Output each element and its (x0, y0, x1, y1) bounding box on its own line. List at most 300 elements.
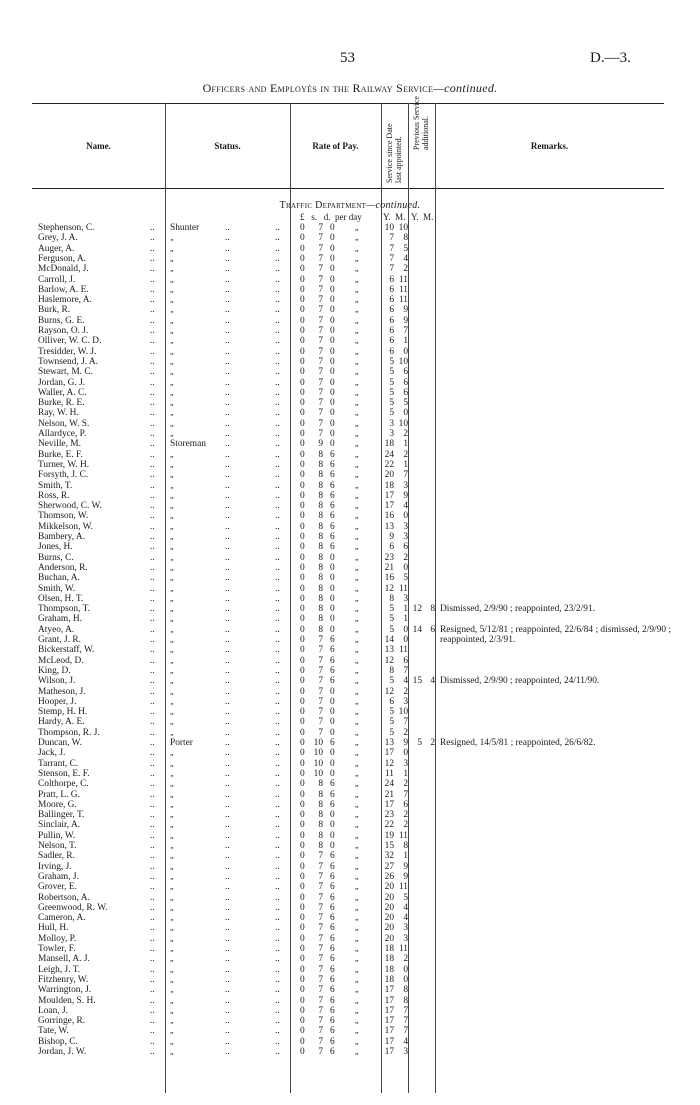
service-months: 3 (403, 758, 408, 769)
pay-period: „ (355, 820, 359, 830)
leader-dots: .. (150, 295, 155, 306)
pay-pence: 6 (330, 470, 335, 481)
pay-shillings: 7 (318, 315, 323, 326)
pay-shillings: 7 (318, 995, 323, 1006)
status-cell: „ (170, 779, 175, 789)
table-row (0, 481, 700, 491)
employee-name: Stephenson, C. (38, 223, 95, 233)
status-cell: „ (170, 1005, 175, 1015)
status-cell: „ (170, 315, 175, 325)
document-reference: D.—3. (590, 50, 631, 66)
pay-period: „ (355, 377, 359, 387)
service-years: 22 (384, 820, 394, 831)
table-row (0, 326, 700, 336)
leader-dots: .. (225, 377, 230, 388)
table-row (0, 604, 700, 614)
pay-pounds: 0 (300, 470, 305, 481)
pay-period: „ (355, 562, 359, 572)
service-months: 9 (403, 861, 408, 872)
pay-pence: 0 (330, 820, 335, 831)
leader-dots: .. (275, 665, 280, 676)
status-cell: „ (170, 429, 175, 438)
leader-dots: .. (275, 336, 280, 347)
employee-name: Nelson, W. S. (38, 418, 90, 429)
table-row (0, 553, 700, 563)
pay-period: „ (355, 902, 359, 912)
service-months: 0 (403, 964, 408, 975)
leader-dots: .. (150, 480, 155, 491)
table-row (0, 378, 700, 388)
employee-name: Atyeo, A. (38, 624, 75, 635)
leader-dots: .. (150, 830, 155, 841)
pay-pence: 0 (330, 583, 335, 594)
table-row (0, 244, 700, 254)
service-years: 8 (389, 665, 394, 676)
employee-name: Grey, J. A. (38, 233, 78, 244)
pay-shillings: 8 (318, 799, 323, 810)
status-cell: „ (170, 367, 175, 377)
status-cell: „ (170, 356, 175, 366)
leader-dots: .. (275, 233, 280, 244)
table-row (0, 285, 700, 295)
leader-dots: .. (225, 676, 230, 687)
pay-pounds: 0 (300, 501, 305, 512)
leader-dots: .. (150, 274, 155, 285)
pay-pounds: 0 (300, 315, 305, 326)
pay-pounds: 0 (300, 449, 305, 460)
employee-name: Ferguson, A. (38, 253, 87, 264)
pay-pence: 6 (330, 902, 335, 913)
service-months: 2 (403, 552, 408, 563)
leader-dots: .. (150, 542, 155, 553)
leader-dots: .. (275, 789, 280, 800)
remark: Resigned, 5/12/81 ; reappointed, 22/6/84 ; dismissed, 2/9/90 ; reappointed, 2/3/91. (440, 624, 671, 645)
service-months: 8 (403, 841, 408, 851)
leader-dots: .. (275, 810, 280, 821)
pay-pounds: 0 (300, 810, 305, 821)
pay-pence: 6 (330, 871, 335, 882)
table-row (0, 439, 700, 449)
employee-name: Thompson, T. (38, 604, 90, 615)
leader-dots: .. (275, 717, 280, 728)
pay-shillings: 7 (318, 1036, 323, 1047)
service-months: 0 (403, 346, 408, 357)
leader-dots: .. (275, 676, 280, 687)
pay-period: „ (355, 367, 359, 377)
previous-years: 12 (412, 604, 422, 615)
leader-dots: .. (150, 264, 155, 275)
leader-dots: .. (225, 799, 230, 810)
pay-pounds: 0 (300, 387, 305, 398)
pay-pence: 6 (330, 501, 335, 512)
status-cell: „ (170, 305, 175, 315)
leader-dots: .. (225, 264, 230, 275)
pay-period: „ (355, 655, 359, 665)
leader-dots: .. (225, 336, 230, 347)
service-months: 3 (403, 923, 408, 934)
service-months: 11 (398, 645, 408, 656)
pay-pence: 0 (330, 841, 335, 851)
employee-name: Mikkelson, W. (38, 521, 93, 532)
table-row (0, 666, 700, 676)
pay-pence: 0 (330, 614, 335, 625)
leader-dots: .. (225, 933, 230, 944)
table-row (0, 347, 700, 357)
pay-pence: 0 (330, 398, 335, 409)
leader-dots: .. (150, 789, 155, 800)
pay-shillings: 8 (318, 501, 323, 512)
pay-pounds: 0 (300, 727, 305, 738)
employee-name: Ray, W. H. (38, 408, 79, 419)
pay-shillings: 7 (318, 253, 323, 264)
pay-shillings: 7 (318, 913, 323, 924)
leader-dots: .. (275, 377, 280, 388)
leader-dots: .. (150, 707, 155, 718)
leader-dots: .. (225, 768, 230, 779)
pay-period: „ (355, 501, 359, 511)
table-row (0, 882, 700, 892)
leader-dots: .. (225, 964, 230, 975)
leader-dots: .. (225, 861, 230, 872)
service-years: 22 (384, 459, 394, 470)
status-cell: „ (170, 387, 175, 397)
employee-name: Hooper, J. (38, 696, 77, 707)
leader-dots: .. (275, 295, 280, 306)
pay-period: „ (355, 748, 359, 758)
leader-dots: .. (225, 882, 230, 893)
pay-pounds: 0 (300, 398, 305, 409)
pay-pounds: 0 (300, 841, 305, 851)
leader-dots: .. (150, 902, 155, 913)
leader-dots: .. (150, 387, 155, 398)
employee-name: Towler, F. (38, 944, 76, 954)
service-years: 21 (384, 789, 394, 800)
employee-name: Tate, W. (38, 1026, 69, 1037)
employee-name: Colthorpe, C. (38, 779, 89, 790)
leader-dots: .. (275, 985, 280, 996)
leader-dots: .. (225, 758, 230, 769)
employee-name: Sherwood, C. W. (38, 501, 102, 512)
employee-name: Matheson, J. (38, 686, 86, 697)
service-months: 3 (403, 480, 408, 491)
service-months: 8 (403, 233, 408, 244)
table-row (0, 965, 700, 975)
table-row (0, 450, 700, 460)
status-cell: „ (170, 532, 175, 541)
status-cell: „ (170, 810, 175, 820)
pay-pence: 0 (330, 233, 335, 244)
service-months: 6 (403, 367, 408, 378)
leader-dots: .. (150, 336, 155, 347)
pay-pounds: 0 (300, 985, 305, 996)
pay-shillings: 8 (318, 779, 323, 790)
employee-name: Smith, T. (38, 480, 73, 491)
pay-shillings: 7 (318, 861, 323, 872)
pay-period: „ (355, 1036, 359, 1046)
leader-dots: .. (150, 604, 155, 615)
pay-pence: 0 (330, 748, 335, 759)
leader-dots: .. (275, 490, 280, 501)
leader-dots: .. (275, 686, 280, 697)
leader-dots: .. (275, 758, 280, 769)
pay-period: „ (355, 635, 359, 644)
leader-dots: .. (150, 593, 155, 604)
leader-dots: .. (275, 1026, 280, 1037)
status-cell: „ (170, 542, 175, 552)
pay-pence: 6 (330, 779, 335, 790)
pay-shillings: 7 (318, 985, 323, 996)
leader-dots: .. (225, 707, 230, 718)
leader-dots: .. (225, 717, 230, 728)
status-cell: „ (170, 459, 175, 469)
leader-dots: .. (150, 738, 155, 748)
pay-shillings: 7 (318, 408, 323, 419)
pay-shillings: 7 (318, 284, 323, 295)
status-cell: „ (170, 552, 175, 562)
pay-pence: 0 (330, 367, 335, 378)
table-row (0, 831, 700, 841)
pay-pence: 6 (330, 665, 335, 676)
pay-pounds: 0 (300, 326, 305, 336)
table-row (0, 903, 700, 913)
pay-period: „ (355, 799, 359, 809)
service-months: 11 (398, 284, 408, 295)
pay-pence: 6 (330, 1026, 335, 1037)
service-months: 7 (403, 717, 408, 728)
pay-period: „ (355, 429, 359, 438)
leader-dots: .. (275, 326, 280, 336)
service-months: 4 (403, 253, 408, 264)
pay-pence: 0 (330, 253, 335, 264)
leader-dots: .. (275, 614, 280, 625)
employee-name: Duncan, W. (38, 738, 83, 748)
status-cell: „ (170, 635, 175, 644)
pay-pounds: 0 (300, 974, 305, 985)
leader-dots: .. (225, 418, 230, 429)
leader-dots: .. (275, 542, 280, 553)
pay-pounds: 0 (300, 964, 305, 975)
employee-name: Townsend, J. A. (38, 356, 99, 367)
pay-pence: 0 (330, 727, 335, 738)
leader-dots: .. (225, 902, 230, 913)
service-months: 6 (403, 799, 408, 810)
table-row (0, 470, 700, 480)
pay-period: „ (355, 356, 359, 366)
employee-name: Pullin, W. (38, 830, 76, 841)
pay-pounds: 0 (300, 665, 305, 676)
employee-name: Smith, W. (38, 583, 76, 594)
service-months: 2 (403, 264, 408, 275)
leader-dots: .. (275, 521, 280, 532)
pay-shillings: 7 (318, 933, 323, 944)
leader-dots: .. (225, 944, 230, 954)
employee-name: Moulden, S. H. (38, 995, 96, 1006)
header-remarks: Remarks. (530, 140, 569, 151)
table-row (0, 305, 700, 315)
pay-pence: 0 (330, 387, 335, 398)
pay-pounds: 0 (300, 490, 305, 501)
pay-pence: 6 (330, 923, 335, 934)
leader-dots: .. (275, 902, 280, 913)
pay-pence: 6 (330, 995, 335, 1006)
employee-name: McDonald, J. (38, 264, 89, 275)
employee-name: Tarrant, C. (38, 758, 79, 769)
leader-dots: .. (275, 727, 280, 738)
leader-dots: .. (150, 614, 155, 625)
leader-dots: .. (150, 1026, 155, 1037)
status-cell: „ (170, 933, 175, 943)
pay-period: „ (355, 738, 359, 747)
service-years: 5 (389, 408, 394, 419)
pay-shillings: 7 (318, 305, 323, 316)
leader-dots: .. (275, 933, 280, 944)
employee-name: Tresidder, W. J. (38, 346, 97, 357)
service-months: 0 (403, 624, 408, 635)
leader-dots: .. (225, 738, 230, 748)
status-cell: „ (170, 913, 175, 923)
leader-dots: .. (150, 367, 155, 378)
service-months: 5 (403, 398, 408, 409)
pay-pence: 6 (330, 1047, 335, 1057)
leader-dots: .. (225, 810, 230, 821)
table-row (0, 254, 700, 264)
pay-pounds: 0 (300, 892, 305, 903)
section-title-suffix: —continued. (366, 200, 421, 211)
service-years: 17 (384, 501, 394, 512)
leader-dots: .. (225, 501, 230, 512)
leader-dots: .. (150, 748, 155, 759)
leader-dots: .. (150, 727, 155, 738)
leader-dots: .. (225, 429, 230, 439)
service-years: 17 (384, 799, 394, 810)
status-cell: „ (170, 243, 175, 253)
service-years: 12 (384, 583, 394, 594)
table-row (0, 635, 700, 645)
table-row (0, 542, 700, 552)
service-years: 3 (389, 429, 394, 439)
leader-dots: .. (225, 820, 230, 831)
pay-pence: 6 (330, 799, 335, 810)
pay-shillings: 8 (318, 542, 323, 553)
status-cell: „ (170, 665, 175, 675)
service-years: 18 (384, 480, 394, 491)
leader-dots: .. (225, 253, 230, 264)
status-cell: „ (170, 1026, 175, 1036)
leader-dots: .. (225, 645, 230, 656)
leader-dots: .. (275, 284, 280, 295)
service-years: 20 (384, 923, 394, 934)
table-row (0, 759, 700, 769)
leader-dots: .. (225, 954, 230, 965)
service-years: 13 (384, 738, 394, 748)
previous-months: 4 (430, 676, 435, 687)
pay-shillings: 7 (318, 429, 323, 439)
pay-shillings: 7 (318, 696, 323, 707)
service-months: 2 (403, 820, 408, 831)
leader-dots: .. (225, 624, 230, 635)
pay-pence: 0 (330, 593, 335, 604)
employee-name: Rayson, O. J. (38, 326, 89, 336)
leader-dots: .. (225, 727, 230, 738)
table-row (0, 357, 700, 367)
service-months: 1 (403, 459, 408, 470)
pay-shillings: 8 (318, 583, 323, 594)
leader-dots: .. (150, 470, 155, 481)
service-months: 7 (403, 1026, 408, 1037)
table-row (0, 532, 700, 542)
leader-dots: .. (150, 305, 155, 316)
status-cell: „ (170, 408, 175, 418)
pay-pence: 0 (330, 418, 335, 429)
leader-dots: .. (150, 923, 155, 934)
table-row (0, 223, 700, 233)
leader-dots: .. (150, 995, 155, 1006)
leader-dots: .. (150, 768, 155, 779)
pay-period: „ (355, 707, 359, 717)
leader-dots: .. (275, 738, 280, 748)
pay-shillings: 8 (318, 449, 323, 460)
status-cell: „ (170, 985, 175, 995)
service-years: 6 (389, 274, 394, 285)
leader-dots: .. (150, 665, 155, 676)
pay-period: „ (355, 923, 359, 933)
pay-shillings: 7 (318, 295, 323, 306)
pay-shillings: 8 (318, 830, 323, 841)
pay-shillings: 8 (318, 562, 323, 573)
employee-name: Loan, J. (38, 1005, 68, 1016)
leader-dots: .. (275, 459, 280, 470)
previous-months: 2 (430, 738, 435, 748)
status-cell: „ (170, 604, 175, 614)
leader-dots: .. (225, 1005, 230, 1016)
pay-shillings: 8 (318, 532, 323, 542)
service-months: 5 (403, 243, 408, 254)
service-months: 8 (403, 985, 408, 996)
service-months: 3 (403, 933, 408, 944)
employee-name: Bishop, C. (38, 1036, 78, 1047)
leader-dots: .. (275, 768, 280, 779)
employee-name: Hull, H. (38, 923, 69, 934)
pay-pence: 6 (330, 933, 335, 944)
leader-dots: .. (275, 398, 280, 409)
pay-period: „ (355, 223, 359, 232)
employee-name: Moore, G. (38, 799, 77, 810)
pay-period: „ (355, 614, 359, 624)
pay-period: „ (355, 985, 359, 995)
pay-shillings: 8 (318, 789, 323, 800)
pay-period: „ (355, 758, 359, 768)
pay-pounds: 0 (300, 284, 305, 295)
pay-period: „ (355, 686, 359, 696)
previous-months: 8 (430, 604, 435, 615)
employee-name: Burke, E. F. (38, 449, 83, 460)
pay-period: „ (355, 789, 359, 799)
service-years: 5 (389, 624, 394, 635)
employee-name: Thomson, W. (38, 511, 89, 522)
service-years: 5 (389, 398, 394, 409)
leader-dots: .. (225, 470, 230, 481)
leader-dots: .. (225, 1026, 230, 1037)
pay-pence: 0 (330, 326, 335, 336)
pay-shillings: 7 (318, 418, 323, 429)
service-years: 20 (384, 902, 394, 913)
pay-shillings: 8 (318, 573, 323, 584)
leader-dots: .. (150, 655, 155, 666)
pay-pence: 0 (330, 284, 335, 295)
pay-pounds: 0 (300, 779, 305, 790)
status-cell: „ (170, 974, 175, 984)
table-row (0, 594, 700, 604)
